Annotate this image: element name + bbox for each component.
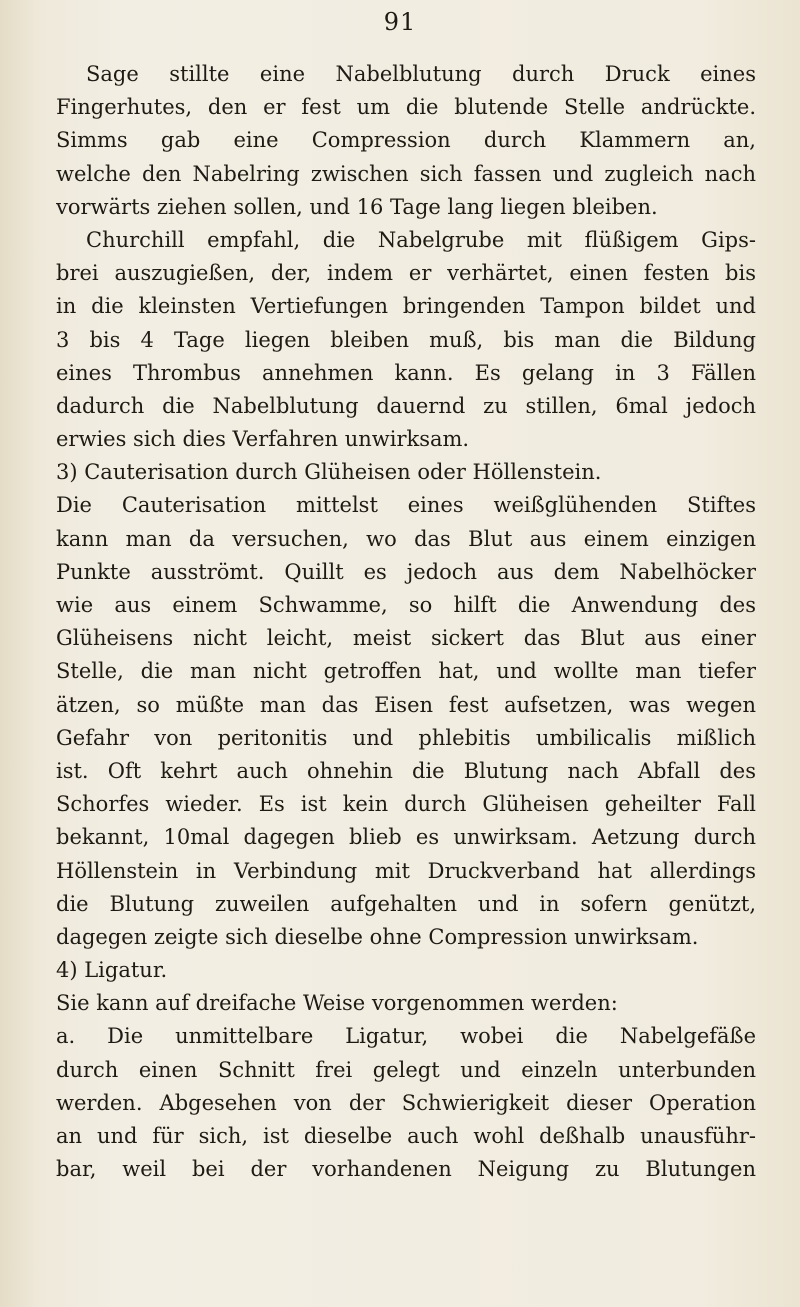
text-line: 3 bis 4 Tage liegen bleiben muß, bis man die Bildung	[56, 327, 756, 352]
text-line: in die kleinsten Vertiefungen bringenden Tampon bildet und	[56, 294, 756, 319]
text-line: 4) Ligatur.	[56, 958, 168, 983]
text-line: ist. Oft kehrt auch ohnehin die Blutung nach Abfall des	[56, 758, 756, 783]
text-line: erwies sich dies Verfahren unwirksam.	[56, 427, 470, 452]
text-line: die Blutung zuweilen aufgehalten und in sofern genützt,	[56, 891, 756, 916]
text-line: eines Thrombus annehmen kann. Es gelang in 3 Fällen	[56, 360, 756, 385]
text-line: Höllenstein in Verbindung mit Druckverband hat allerdings	[56, 858, 756, 883]
text-line: werden. Abgesehen von der Schwierigkeit dieser Operation	[56, 1090, 756, 1115]
text-line: ätzen, so müßte man das Eisen fest aufsetzen, was wegen	[56, 692, 756, 717]
text-line: vorwärts ziehen sollen, und 16 Tage lang liegen bleiben.	[56, 194, 658, 219]
text-line: an und für sich, ist dieselbe auch wohl deßhalb unausführ-	[56, 1124, 756, 1148]
text-line: durch einen Schnitt frei gelegt und einzeln unterbunden	[56, 1057, 756, 1082]
text-line: dadurch die Nabelblutung dauernd zu stillen, 6mal jedoch	[56, 393, 756, 418]
text-line: welche den Nabelring zwischen sich fassen und zugleich nach	[56, 161, 756, 186]
text-line: Stelle, die man nicht getroffen hat, und wollte man tiefer	[56, 659, 756, 684]
text-line: a. Die unmittelbare Ligatur, wobei die Nabelgefäße	[56, 1024, 756, 1049]
text-line: bekannt, 10mal dagegen blieb es unwirksam. Aetzung durch	[56, 825, 756, 850]
text-line: Fingerhutes, den er fest um die blutende Stelle andrückte.	[56, 95, 756, 120]
text-line: Schorfes wieder. Es ist kein durch Glüheisen geheilter Fall	[56, 792, 756, 817]
text-line: dagegen zeigte sich dieselbe ohne Compression unwirksam.	[56, 924, 699, 949]
text-line: wie aus einem Schwamme, so hilft die Anwendung des	[56, 593, 756, 617]
text-line: Die Cauterisation mittelst eines weißglühenden Stiftes	[56, 493, 756, 518]
text-line: 3) Cauterisation durch Glüheisen oder Höllenstein.	[56, 460, 602, 485]
text-line: Sie kann auf dreifache Weise vorgenommen werden:	[56, 991, 618, 1016]
text-line: Gefahr von peritonitis und phlebitis umbilicalis mißlich	[56, 725, 756, 750]
text-line: Glüheisens nicht leicht, meist sickert das Blut aus einer	[56, 626, 756, 651]
body-text	[56, 58, 756, 1186]
text-line: brei auszugießen, der, indem er verhärtet, einen festen bis	[56, 261, 756, 286]
text-line: Simms gab eine Compression durch Klammern an,	[56, 128, 756, 153]
page-number: 91	[383, 8, 417, 36]
text-line: kann man da versuchen, wo das Blut aus einem einzigen	[56, 526, 756, 551]
text-line: Churchill empfahl, die Nabelgrube mit flüßigem Gips-	[86, 227, 756, 252]
text-line: Punkte ausströmt. Quillt es jedoch aus dem Nabelhöcker	[56, 559, 756, 584]
text-line: Sage stillte eine Nabelblutung durch Druck eines	[86, 62, 756, 86]
text-line: bar, weil bei der vorhandenen Neigung zu Blutungen	[56, 1157, 756, 1182]
